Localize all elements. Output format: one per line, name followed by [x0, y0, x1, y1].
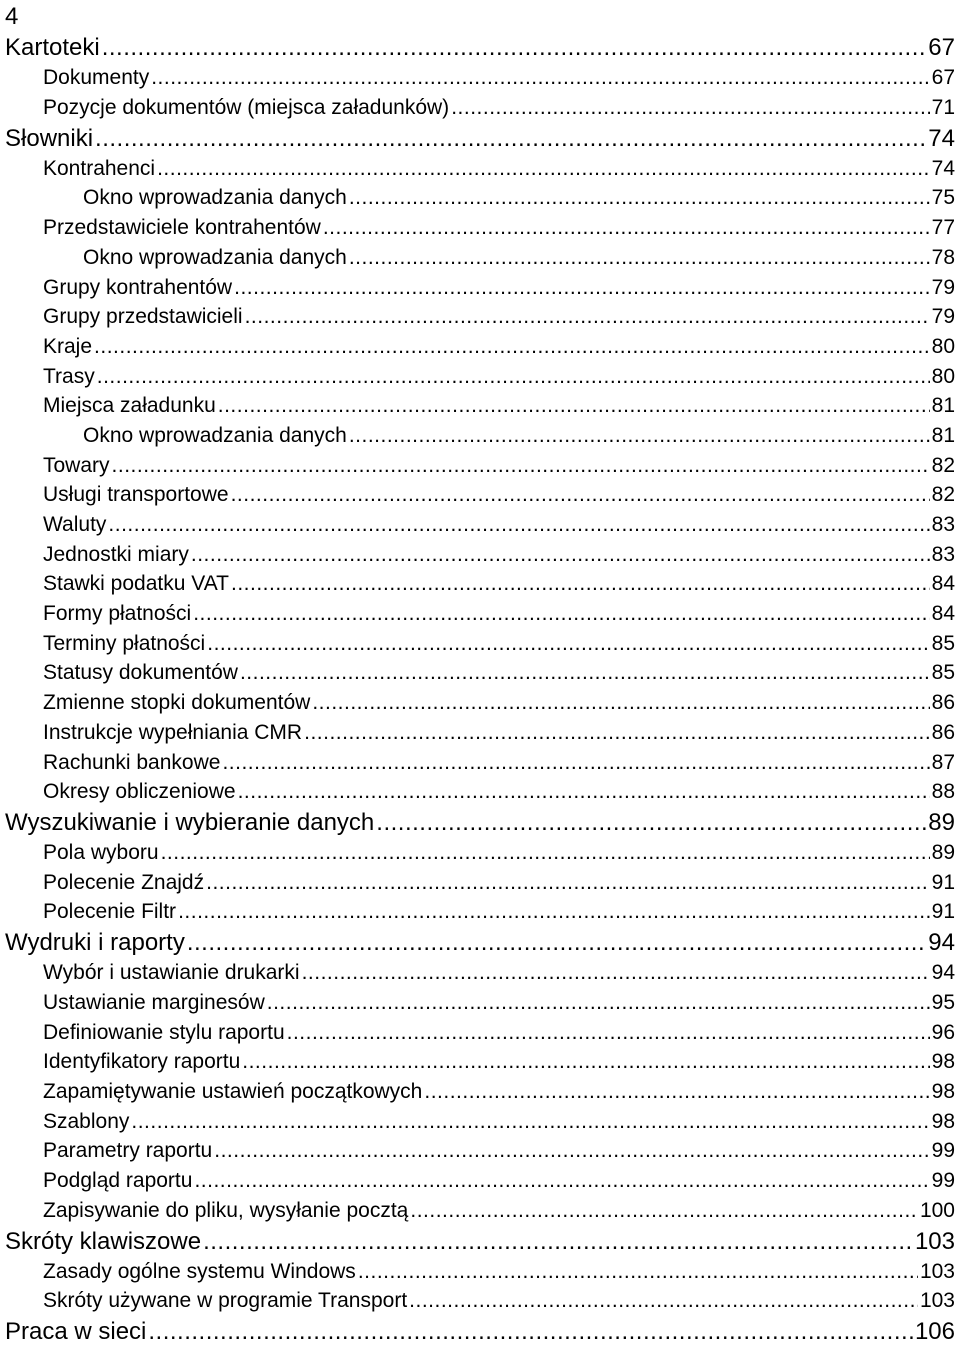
toc-dot-leader [157, 154, 930, 184]
toc-entry[interactable] [0, 868, 960, 898]
toc-entry[interactable] [0, 93, 960, 123]
toc-entry[interactable] [0, 807, 960, 838]
toc-dot-leader [349, 183, 930, 213]
toc-dot-leader [451, 93, 929, 123]
toc-dot-leader [267, 988, 930, 1018]
toc-entry-title: Jednostki miary [43, 542, 189, 566]
toc-entry-title: Podgląd raportu [43, 1169, 193, 1193]
toc-entry-page: 94 [931, 961, 955, 985]
toc-entry-page: 74 [928, 124, 955, 152]
toc-entry[interactable] [0, 1286, 960, 1316]
toc-entry-title: Dokumenty [43, 66, 150, 90]
toc-dot-leader [151, 63, 929, 93]
toc-entry[interactable] [0, 629, 960, 659]
toc-entry-page: 85 [931, 631, 955, 655]
toc-entry-page: 103 [914, 1227, 955, 1255]
toc-dot-leader [178, 897, 930, 927]
toc-entry-page: 91 [931, 870, 955, 894]
toc-entry-title: Kontrahenci [43, 156, 156, 180]
toc-entry-title: Stawki podatku VAT [43, 572, 229, 596]
toc-entry-title: Rachunki bankowe [43, 750, 221, 774]
toc-dot-leader [240, 658, 930, 688]
toc-entry-page: 67 [928, 34, 955, 61]
toc-entry-title: Wybór i ustawianie drukarki [43, 961, 300, 985]
toc-dot-leader [94, 332, 930, 362]
toc-entry[interactable] [0, 480, 960, 510]
toc-dot-leader [131, 1107, 929, 1137]
toc-entry-page: 85 [931, 661, 955, 685]
toc-entry-page: 71 [931, 95, 955, 119]
toc-dot-leader [112, 451, 930, 481]
toc-entry-title: Parametry raportu [43, 1139, 213, 1163]
toc-entry[interactable] [0, 1257, 960, 1287]
toc-entry-page: 80 [931, 334, 955, 358]
toc-entry-title: Wyszukiwanie i wybieranie danych [5, 808, 375, 836]
toc-entry-title: Praca w sieci [5, 1318, 147, 1346]
toc-dot-leader [214, 1136, 929, 1166]
toc-entry-page: 89 [928, 808, 955, 836]
toc-dot-leader [187, 927, 926, 958]
toc-entry-title: Przedstawiciele kontrahentów [43, 216, 321, 240]
toc-entry-title: Zasady ogólne systemu Windows [43, 1259, 356, 1283]
toc-dot-leader [222, 748, 929, 778]
toc-dot-leader [410, 1196, 918, 1226]
toc-entry-page: 74 [931, 156, 955, 180]
toc-entry-title: Towary [43, 453, 110, 477]
toc-dot-leader [194, 1166, 929, 1196]
toc-entry-page: 88 [931, 780, 955, 804]
toc-entry-title: Zmienne stopki dokumentów [43, 691, 311, 715]
toc-entry-title: Szablony [43, 1109, 130, 1133]
toc-entry-title: Okno wprowadzania danych [83, 245, 347, 269]
toc-entry[interactable] [0, 540, 960, 570]
toc-entry-page: 83 [931, 513, 955, 536]
toc-dot-leader [424, 1077, 929, 1107]
toc-entry-page: 84 [931, 602, 955, 626]
toc-dot-leader [349, 243, 930, 273]
toc-dot-leader [238, 777, 930, 807]
toc-entry[interactable] [0, 362, 960, 392]
toc-entry-page: 99 [931, 1139, 955, 1163]
toc-entry-page: 98 [931, 1050, 955, 1074]
toc-entry[interactable] [0, 332, 960, 362]
toc-dot-leader [242, 1047, 929, 1077]
toc-entry[interactable] [0, 838, 960, 868]
toc-entry[interactable] [0, 688, 960, 718]
toc-entry[interactable] [0, 1136, 960, 1166]
toc-dot-leader [148, 1316, 913, 1347]
toc-entry[interactable] [0, 273, 960, 303]
toc-dot-leader [349, 421, 930, 451]
toc-entry-title: Identyfikatory raportu [43, 1050, 241, 1074]
table-of-contents [0, 32, 960, 1347]
toc-entry-title: Okno wprowadzania danych [83, 186, 347, 210]
toc-entry-title: Grupy kontrahentów [43, 275, 233, 299]
toc-entry-page: 89 [931, 841, 955, 865]
toc-entry[interactable] [0, 510, 960, 540]
toc-entry-page: 81 [931, 394, 955, 418]
toc-entry[interactable] [0, 958, 960, 988]
toc-entry[interactable] [0, 897, 960, 927]
toc-entry-page: 80 [931, 364, 955, 388]
toc-entry-title: Usługi transportowe [43, 483, 229, 507]
toc-entry-title: Formy płatności [43, 602, 192, 626]
toc-entry-page: 81 [931, 423, 955, 447]
toc-entry-title: Grupy przedstawicieli [43, 305, 243, 329]
toc-entry[interactable] [0, 1316, 960, 1347]
toc-entry-page: 77 [931, 216, 955, 240]
toc-entry-page: 83 [931, 542, 955, 566]
toc-entry-page: 84 [931, 572, 955, 596]
toc-entry[interactable] [0, 302, 960, 332]
toc-entry[interactable] [0, 123, 960, 154]
toc-entry[interactable] [0, 1196, 960, 1226]
toc-entry-title: Polecenie Filtr [43, 900, 177, 924]
toc-entry-title: Pozycje dokumentów (miejsca załadunków) [43, 95, 450, 119]
toc-entry[interactable] [0, 1047, 960, 1077]
toc-dot-leader [231, 569, 930, 599]
toc-entry[interactable] [0, 718, 960, 748]
toc-entry-title: Zapisywanie do pliku, wysyłanie pocztą [43, 1198, 409, 1222]
toc-entry-page: 67 [931, 66, 955, 90]
toc-entry-page: 87 [931, 750, 955, 774]
toc-entry-page: 103 [919, 1259, 955, 1283]
toc-dot-leader [218, 391, 930, 421]
toc-entry-title: Trasy [43, 364, 95, 388]
toc-entry-title: Zapamiętywanie ustawień początkowych [43, 1080, 423, 1104]
toc-entry-page: 99 [931, 1169, 955, 1193]
toc-entry[interactable] [0, 599, 960, 629]
toc-entry-page: 82 [931, 483, 955, 507]
toc-entry-page: 96 [931, 1020, 955, 1044]
toc-entry[interactable] [0, 988, 960, 1018]
toc-entry[interactable] [0, 63, 960, 93]
toc-entry[interactable] [0, 154, 960, 184]
toc-entry-page: 103 [919, 1289, 955, 1313]
toc-dot-leader [193, 599, 929, 629]
toc-dot-leader [287, 1018, 930, 1048]
toc-entry[interactable] [0, 777, 960, 807]
toc-entry-title: Pola wyboru [43, 841, 159, 865]
toc-entry-title: Skróty używane w programie Transport [43, 1289, 408, 1313]
toc-entry[interactable] [0, 1226, 960, 1257]
toc-entry[interactable] [0, 748, 960, 778]
toc-entry-page: 79 [931, 305, 955, 329]
toc-entry-page: 95 [931, 991, 955, 1014]
toc-dot-leader [206, 868, 930, 898]
toc-entry[interactable] [0, 1077, 960, 1107]
toc-entry-title: Kartoteki [5, 34, 100, 61]
toc-entry-title: Miejsca załadunku [43, 394, 216, 418]
toc-dot-leader [302, 958, 930, 988]
toc-entry-page: 86 [931, 720, 955, 744]
toc-entry-page: 75 [931, 186, 955, 210]
toc-dot-leader [108, 510, 929, 540]
toc-dot-leader [97, 362, 930, 392]
toc-entry-title: Słowniki [5, 124, 94, 152]
toc-entry-page: 86 [931, 691, 955, 715]
toc-dot-leader [376, 807, 926, 838]
toc-dot-leader [95, 123, 926, 154]
toc-entry-title: Polecenie Znajdź [43, 870, 205, 894]
toc-dot-leader [231, 480, 930, 510]
toc-entry-title: Okno wprowadzania danych [83, 423, 347, 447]
toc-dot-leader [207, 629, 929, 659]
toc-entry-page: 79 [931, 275, 955, 299]
toc-entry-page: 98 [931, 1080, 955, 1104]
toc-entry-title: Waluty [43, 513, 107, 536]
toc-entry[interactable] [0, 1018, 960, 1048]
toc-entry[interactable] [0, 421, 960, 451]
toc-dot-leader [203, 1226, 913, 1257]
toc-entry[interactable] [0, 569, 960, 599]
toc-dot-leader [358, 1257, 918, 1287]
toc-entry-title: Statusy dokumentów [43, 661, 238, 685]
toc-entry-page: 82 [931, 453, 955, 477]
toc-entry-page: 91 [931, 900, 955, 924]
toc-entry-title: Instrukcje wypełniania CMR [43, 720, 303, 744]
toc-entry-title: Terminy płatności [43, 631, 206, 655]
toc-dot-leader [245, 302, 930, 332]
toc-dot-leader [161, 838, 930, 868]
toc-entry-page: 106 [914, 1318, 955, 1346]
toc-entry[interactable] [0, 1107, 960, 1137]
toc-dot-leader [312, 688, 929, 718]
toc-entry[interactable] [0, 183, 960, 213]
toc-entry[interactable] [0, 32, 960, 63]
toc-entry-page: 98 [931, 1109, 955, 1133]
toc-entry[interactable] [0, 451, 960, 481]
page-number: 4 [5, 3, 19, 30]
toc-entry-title: Wydruki i raporty [5, 929, 185, 957]
toc-dot-leader [409, 1286, 918, 1316]
toc-entry-page: 100 [919, 1198, 955, 1222]
toc-entry[interactable] [0, 213, 960, 243]
toc-entry-title: Definiowanie stylu raportu [43, 1020, 285, 1044]
toc-dot-leader [234, 273, 930, 303]
toc-dot-leader [102, 32, 927, 63]
toc-entry[interactable] [0, 391, 960, 421]
toc-entry[interactable] [0, 927, 960, 958]
toc-entry[interactable] [0, 243, 960, 273]
toc-dot-leader [304, 718, 930, 748]
toc-entry-title: Kraje [43, 334, 93, 358]
toc-entry[interactable] [0, 1166, 960, 1196]
toc-entry-title: Ustawianie marginesów [43, 991, 265, 1014]
toc-entry-title: Skróty klawiszowe [5, 1227, 202, 1255]
toc-entry-title: Okresy obliczeniowe [43, 780, 236, 804]
toc-dot-leader [191, 540, 930, 570]
toc-entry-page: 94 [928, 929, 955, 957]
toc-entry[interactable] [0, 658, 960, 688]
toc-entry-page: 78 [931, 245, 955, 269]
toc-dot-leader [323, 213, 930, 243]
